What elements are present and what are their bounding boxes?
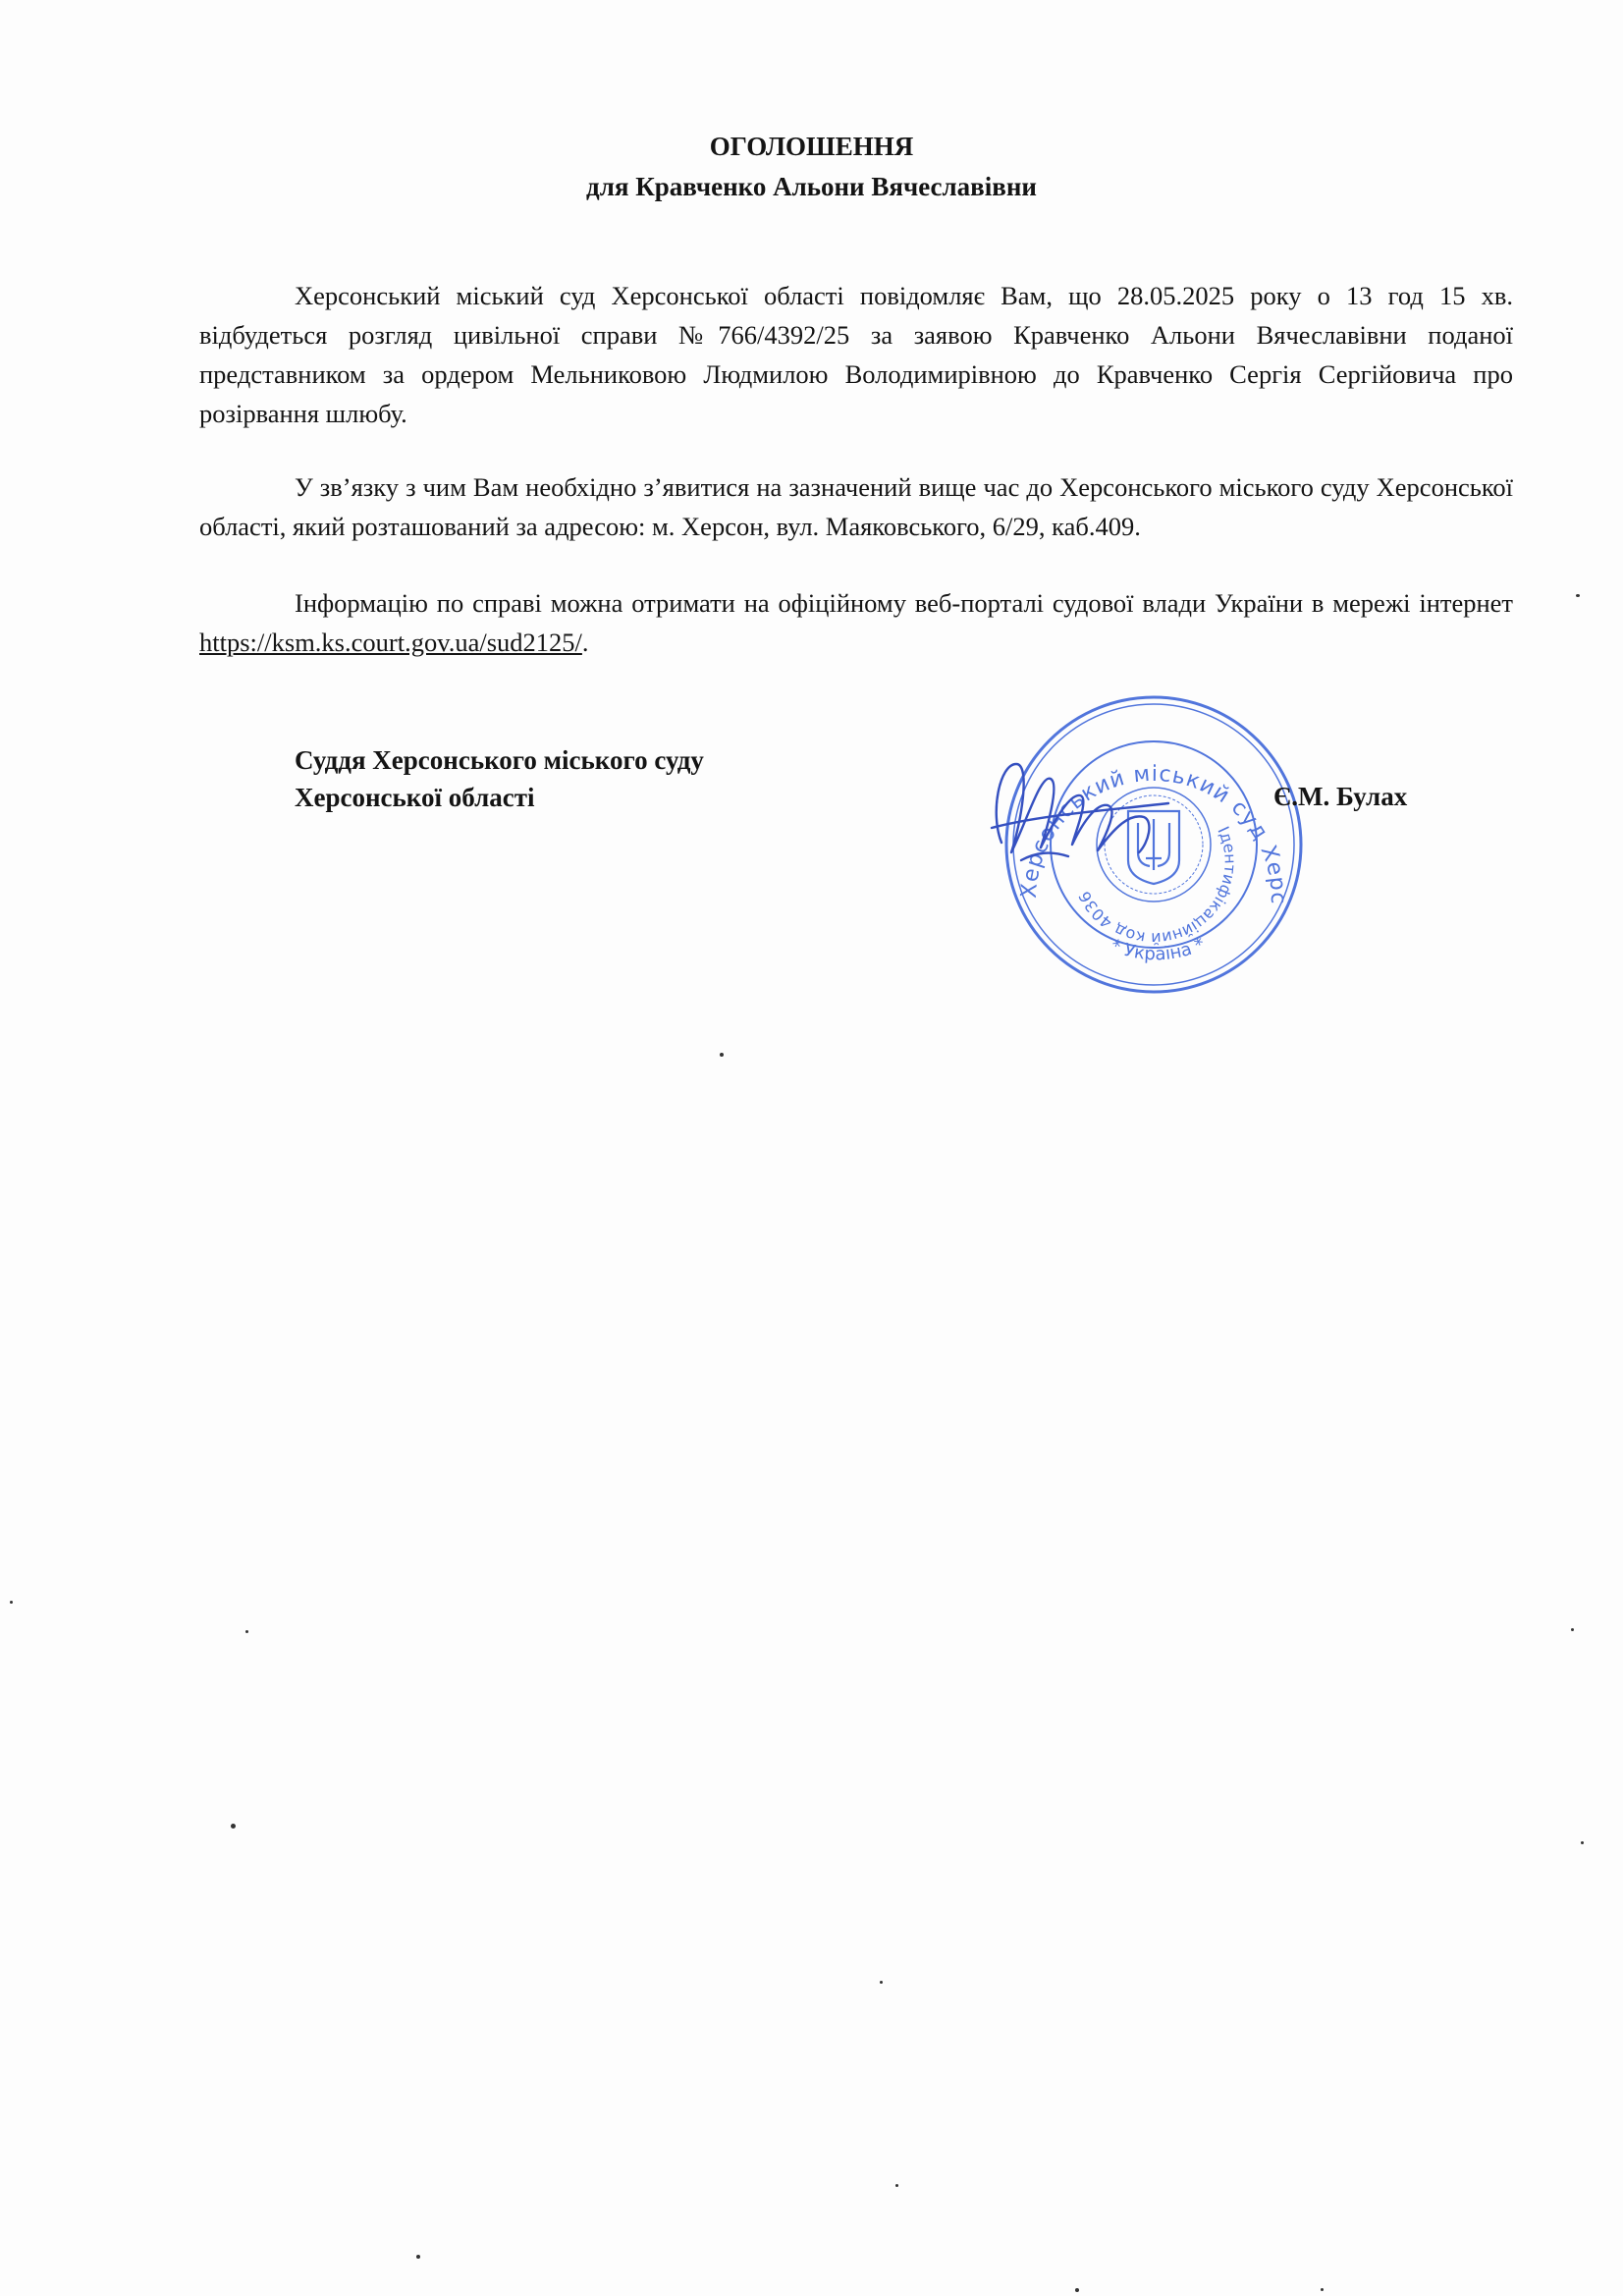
svg-text:* Україна *: * Україна * [1108,933,1209,965]
scan-speck [231,1824,236,1829]
scan-speck [10,1601,13,1604]
notice-addressee: для Кравченко Альони Вячеславівни [586,172,1037,201]
paragraph-case-info [199,583,1513,662]
scan-speck [720,1053,724,1057]
scan-speck [1576,594,1580,597]
case-info-text: Інформацію по справі можна отримати на офіційному веб-порталі судової влади України в мережі інтернет [295,588,1513,618]
scan-speck [1581,1841,1584,1844]
scan-speck [895,2184,898,2187]
scan-speck [880,1981,883,1984]
judge-title [295,741,704,816]
case-info-period: . [581,628,589,657]
scan-speck [416,2255,420,2259]
judge-title-line1: Суддя Херсонського міського суду [295,745,704,775]
judge-title-line2: Херсонської області [295,783,535,812]
handwritten-signature [982,735,1178,882]
scan-speck [245,1630,248,1633]
notice-title: ОГОЛОШЕННЯ [709,132,914,161]
paragraph-appearance-instruction: У зв’язку з чим Вам необхідно з’явитися на зазначений вище час до Херсонського міського суду Херсонської області, який розташований за адресою: м. Херсон, вул. Маяковського, 6/29, каб.409. [199,472,1513,541]
svg-text:Херсонський міський суд Херсон: Херсонський міський суд Херс [1016,761,1291,905]
paragraph-hearing-notice: Херсонський міський суд Херсонської області повідомляє Вам, що 28.05.2025 року о 13 год 15 хв. відбудеться розгляд цивільної справи №766/4392/25 за заявою Кравченко Альони Вячеславівни поданої представником за ордером Мельниковою Людмилою Володимирівною до Кравченко Сергія Сергійовича про розірвання шлюбу. [199,281,1513,428]
court-portal-link[interactable]: https://ksm.ks.court.gov.ua/sud2125/ [199,628,582,657]
judge-name: Є.М. Булах [1273,782,1408,811]
scan-speck [1571,1628,1574,1631]
scan-speck [1321,2288,1324,2291]
scan-speck [1075,2288,1079,2292]
svg-text:Ідентифікаційний код 40366853: Ідентифікаційний код 4036 [1074,823,1240,949]
